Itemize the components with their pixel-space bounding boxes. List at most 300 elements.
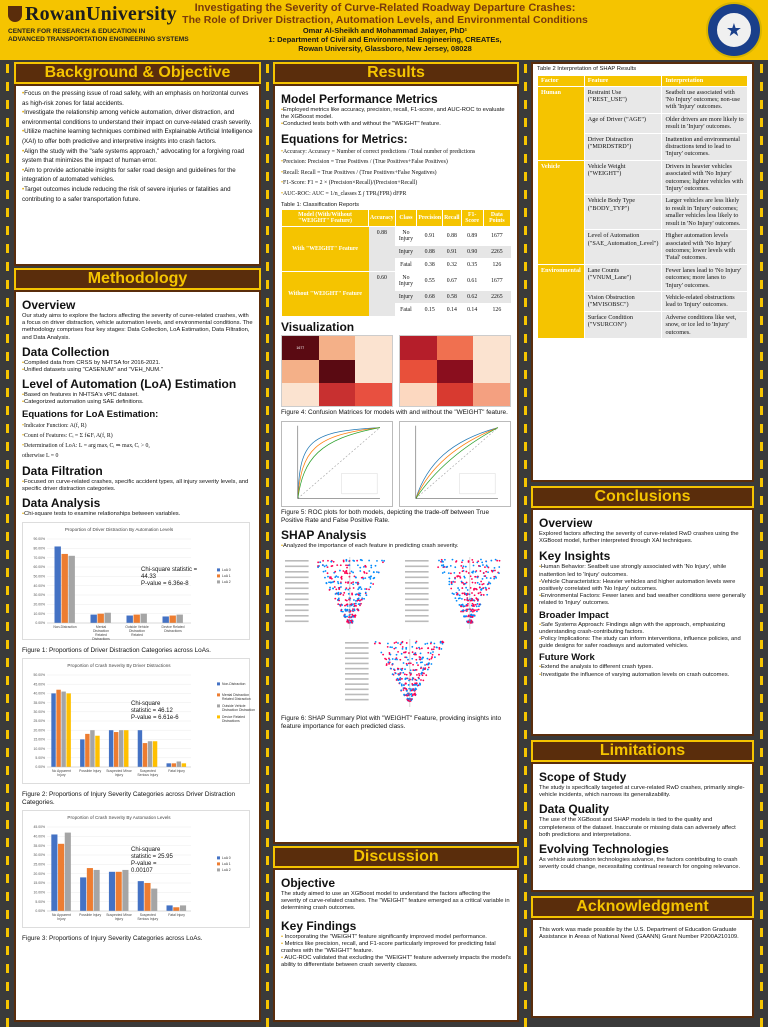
shap-dot bbox=[334, 586, 336, 588]
shap-dot bbox=[482, 587, 484, 589]
chart-2-svg bbox=[22, 658, 255, 784]
shap-dot bbox=[349, 621, 351, 623]
chi-square-stat: Chi-square bbox=[131, 701, 161, 708]
shap-dot bbox=[383, 559, 385, 561]
shap-dot bbox=[373, 571, 375, 573]
shap-dot bbox=[483, 572, 485, 574]
y-tick-label: 30.00% bbox=[33, 593, 45, 598]
road-stripe-right bbox=[754, 60, 768, 1024]
shap-dot bbox=[419, 682, 421, 684]
shap-dot bbox=[402, 648, 404, 650]
metric-equations: •Accuracy: Accuracy = Number of correct predictions / Total number of predictions •Precision: Precision = True Positives / (True Positives+False Positives) •Recall: Recall = True Positives / (True Positives+False Negatives) •F1-Score: F1 = 2 × (Precision×Recall)/(Precision+Recall) •AUC-ROC: AUC = 1/n_classes Σ ∫ TPRᵢ(FPR) dFPR bbox=[281, 148, 476, 197]
table-row: Injury 0.88 0.91 0.90 2265 bbox=[282, 246, 511, 259]
figure4-caption: Figure 4: Confusion Matrices for models with and without the "WEIGHT" feature. bbox=[281, 409, 508, 417]
road-dash bbox=[524, 406, 527, 415]
legend-swatch bbox=[217, 869, 220, 872]
x-tick-label: Suspected bbox=[139, 769, 156, 774]
road-dash bbox=[6, 424, 9, 433]
road-dash bbox=[760, 586, 763, 595]
shap-dot bbox=[405, 651, 407, 653]
road-dash bbox=[6, 172, 9, 181]
shap-dot bbox=[357, 581, 359, 583]
road-dash bbox=[524, 1018, 527, 1027]
shap-dot bbox=[410, 662, 412, 664]
shap-dot bbox=[406, 677, 408, 679]
bar bbox=[122, 870, 128, 911]
confusion-matrices bbox=[281, 335, 511, 407]
shap-dot bbox=[338, 591, 340, 593]
shap-table-header: Interpretation bbox=[662, 76, 748, 86]
road-dash bbox=[760, 838, 763, 847]
shap-dot bbox=[396, 679, 398, 681]
table-row: Fatal 0.38 0.32 0.35 126 bbox=[282, 259, 511, 272]
chart-1-svg bbox=[22, 522, 250, 640]
road-dash bbox=[760, 316, 763, 325]
road-dash bbox=[6, 460, 9, 469]
shap-dot bbox=[427, 663, 429, 665]
road-dash bbox=[266, 370, 269, 379]
shap-dot bbox=[442, 642, 444, 644]
shap-dot bbox=[462, 570, 464, 572]
shap-dot bbox=[494, 566, 496, 568]
shap-dot bbox=[405, 646, 407, 648]
shap-dot bbox=[395, 641, 397, 643]
road-dash bbox=[524, 946, 527, 955]
legend-swatch bbox=[217, 575, 220, 578]
shap-dot bbox=[345, 588, 347, 590]
road-dash bbox=[760, 334, 763, 343]
classification-report-table bbox=[281, 209, 511, 317]
road-dash bbox=[6, 118, 9, 127]
shap-dot bbox=[470, 609, 472, 611]
shap-dot bbox=[467, 620, 469, 622]
road-dash bbox=[760, 802, 763, 811]
shap-feature-label bbox=[285, 582, 309, 584]
objective-heading: Objective bbox=[281, 876, 336, 890]
shap-dot bbox=[428, 666, 430, 668]
road-dash bbox=[524, 766, 527, 775]
shap-dot bbox=[424, 643, 426, 645]
road-dash bbox=[6, 712, 9, 721]
road-dash bbox=[266, 964, 269, 973]
x-tick-label: Possible Injury bbox=[79, 913, 102, 918]
shap-dot bbox=[472, 602, 474, 604]
road-dash bbox=[524, 118, 527, 127]
road-dash bbox=[266, 982, 269, 991]
road-dash bbox=[760, 532, 763, 541]
road-dash bbox=[6, 604, 9, 613]
road-dash bbox=[524, 316, 527, 325]
shap-dot bbox=[331, 581, 333, 583]
x-tick-label: Possible Injury bbox=[79, 769, 102, 774]
y-tick-label: 25.00% bbox=[33, 862, 45, 867]
road-dash bbox=[6, 1000, 9, 1009]
shap-dot bbox=[477, 603, 479, 605]
legend-swatch bbox=[217, 683, 220, 686]
shap-dot bbox=[427, 657, 429, 659]
road-dash bbox=[266, 334, 269, 343]
overview-text: Our study aims to explore the factors affecting the severity of curve-related crashes, with a focus on driver distraction, vehicle automation levels, and environmental conditions. The methodology comprises four key stages: Data Collection, LoA Estimation, Data Filtration, and Data Analysis. bbox=[22, 313, 253, 341]
shap-dot bbox=[401, 667, 403, 669]
road-dash bbox=[760, 370, 763, 379]
y-tick-label: 25.00% bbox=[33, 719, 45, 724]
shap-dot bbox=[388, 661, 390, 663]
shap-dot bbox=[458, 604, 460, 606]
shap-dot bbox=[342, 570, 344, 572]
shap-dot bbox=[351, 582, 353, 584]
shap-dot bbox=[397, 651, 399, 653]
shap-feature-label bbox=[285, 587, 309, 589]
legend-label: LoA 1 bbox=[222, 574, 231, 579]
shap-dot bbox=[440, 640, 442, 642]
shap-dot bbox=[394, 642, 396, 644]
shap-dot bbox=[463, 615, 465, 617]
bar bbox=[144, 883, 150, 911]
legend-swatch bbox=[217, 857, 220, 860]
shap-dot bbox=[465, 565, 467, 567]
key-findings-heading: Key Findings bbox=[281, 918, 357, 933]
shap-dot bbox=[348, 598, 350, 600]
road-dash bbox=[266, 586, 269, 595]
shap-dot bbox=[463, 565, 465, 567]
shap-dot bbox=[412, 677, 414, 679]
shap-dot bbox=[414, 678, 416, 680]
shap-dot bbox=[375, 564, 377, 566]
objective-text: The study aimed to use an XGBoost model to understand the factors affecting the severity of curve-related crashes. The "WEIGHT" feature emerged as a critical variable in determining crash outcomes. bbox=[281, 891, 510, 912]
road-dash bbox=[266, 226, 269, 235]
shap-dot bbox=[456, 593, 458, 595]
shap-dot bbox=[479, 583, 481, 585]
shap-dot bbox=[348, 621, 350, 623]
bar bbox=[109, 730, 113, 767]
shap-dot bbox=[370, 576, 372, 578]
shap-dot bbox=[406, 656, 408, 658]
overview-heading: Overview bbox=[22, 298, 76, 312]
shap-dot bbox=[471, 614, 473, 616]
y-tick-label: 35.00% bbox=[33, 844, 45, 849]
shap-feature-label bbox=[405, 582, 429, 584]
shap-dot bbox=[473, 605, 475, 607]
shap-dot bbox=[495, 558, 497, 560]
road-dash bbox=[266, 514, 269, 523]
shap-dot bbox=[482, 564, 484, 566]
shap-dot bbox=[361, 598, 363, 600]
shap-dot bbox=[369, 577, 371, 579]
road-dash bbox=[6, 154, 9, 163]
shap-table-row: Human Restraint Use ("REST_USE") Seatbelt use associated with 'No Injury' outcomes; non-use with 'Injury' outcomes. bbox=[538, 86, 748, 113]
shap-dot bbox=[448, 572, 450, 574]
road-dash bbox=[524, 82, 527, 91]
shap-dot bbox=[473, 564, 475, 566]
legend-swatch bbox=[217, 716, 220, 719]
road-dash bbox=[760, 856, 763, 865]
shap-dot bbox=[352, 571, 354, 573]
shap-dot bbox=[438, 648, 440, 650]
shap-dot bbox=[427, 668, 429, 670]
bar bbox=[55, 547, 61, 624]
university-name: RowanUniversity bbox=[25, 3, 177, 25]
shap-dot bbox=[404, 687, 406, 689]
shap-dot bbox=[483, 594, 485, 596]
road-dash bbox=[760, 964, 763, 973]
y-tick-label: 15.00% bbox=[33, 737, 45, 742]
shap-dot bbox=[325, 564, 327, 566]
shap-feature-label bbox=[405, 615, 429, 617]
shap-dot bbox=[410, 688, 412, 690]
shap-dot bbox=[480, 591, 482, 593]
road-dash bbox=[760, 100, 763, 109]
shap-dot bbox=[427, 651, 429, 653]
shap-feature-label bbox=[405, 593, 429, 595]
shap-dot bbox=[388, 657, 390, 659]
shap-dot bbox=[375, 640, 377, 642]
bar bbox=[98, 614, 104, 623]
road-dash bbox=[6, 514, 9, 523]
shap-dot bbox=[406, 688, 408, 690]
shap-dot bbox=[394, 658, 396, 660]
shap-dot bbox=[333, 560, 335, 562]
shap-dot bbox=[454, 566, 456, 568]
column-middle bbox=[273, 62, 519, 1024]
road-dash bbox=[760, 136, 763, 145]
road-dash bbox=[760, 784, 763, 793]
shap-dot bbox=[406, 662, 408, 664]
shap-dot bbox=[397, 642, 399, 644]
shap-feature-label bbox=[405, 565, 429, 567]
y-tick-label: 20.00% bbox=[33, 602, 45, 607]
y-tick-label: 90.00% bbox=[33, 537, 45, 542]
bar bbox=[66, 694, 70, 768]
chart-2 bbox=[22, 658, 253, 807]
road-dash bbox=[760, 226, 763, 235]
y-tick-label: 5.00% bbox=[35, 756, 45, 761]
shap-dot bbox=[364, 588, 366, 590]
shap-dot bbox=[457, 575, 459, 577]
shap-dot bbox=[330, 576, 332, 578]
road-dash bbox=[6, 856, 9, 865]
shap-dot bbox=[399, 658, 401, 660]
shap-dot bbox=[494, 569, 496, 571]
road-dash bbox=[524, 586, 527, 595]
road-dash bbox=[524, 910, 527, 919]
shap-dot bbox=[474, 581, 476, 583]
shap-dot bbox=[477, 581, 479, 583]
road-dash bbox=[760, 208, 763, 217]
loa-equations-heading: Equations for LoA Estimation: bbox=[22, 408, 159, 420]
shap-dot bbox=[347, 588, 349, 590]
roc-plot-without-weight bbox=[399, 421, 511, 507]
legend-label: Non-Distraction bbox=[222, 682, 246, 687]
x-tick-label: Injury bbox=[114, 917, 124, 922]
shap-dot bbox=[478, 565, 480, 567]
road-dash bbox=[6, 874, 9, 883]
shap-dot bbox=[481, 589, 483, 591]
shap-dot bbox=[481, 561, 483, 563]
shap-dot bbox=[357, 564, 359, 566]
bar bbox=[163, 617, 169, 624]
shap-dot bbox=[390, 653, 392, 655]
table-header: Accuracy bbox=[369, 210, 396, 227]
x-tick-label: Related bbox=[131, 633, 143, 638]
shap-dot bbox=[403, 662, 405, 664]
shap-dot bbox=[473, 599, 475, 601]
x-tick-label: Device Related bbox=[161, 625, 185, 630]
shap-dot bbox=[468, 614, 470, 616]
chi-square-stat: P-value = 6.61e-6 bbox=[131, 715, 179, 722]
road-dash bbox=[6, 550, 9, 559]
shap-table-row: Vehicle Body Type ("BODY_TYP") Larger vehicles are less likely to result in 'Injury' outcomes; smaller vehicles less likely to result in 'No Injury' outcomes. bbox=[538, 195, 748, 230]
shap-dot bbox=[352, 559, 354, 561]
shap-dot bbox=[425, 674, 427, 676]
road-dash bbox=[266, 388, 269, 397]
shap-dot bbox=[471, 571, 473, 573]
road-dash bbox=[266, 406, 269, 415]
shap-dot bbox=[464, 605, 466, 607]
shap-dot bbox=[442, 560, 444, 562]
road-dash bbox=[266, 478, 269, 487]
data-analysis-heading: Data Analysis bbox=[22, 496, 101, 511]
shap-dot bbox=[327, 559, 329, 561]
table-row: Fatal 0.15 0.14 0.14 126 bbox=[282, 304, 511, 317]
road-dash bbox=[524, 442, 527, 451]
shap-dot bbox=[488, 587, 490, 589]
shap-dot bbox=[346, 572, 348, 574]
center-name: CENTER FOR RESEARCH & EDUCATION IN ADVANCED TRANSPORTATION ENGINEERING SYSTEMS bbox=[8, 28, 189, 43]
shap-dot bbox=[416, 647, 418, 649]
road-dash bbox=[760, 244, 763, 253]
shap-dot bbox=[363, 566, 365, 568]
shap-dot bbox=[392, 673, 394, 675]
road-dash bbox=[524, 298, 527, 307]
shap-dot bbox=[346, 566, 348, 568]
shap-dot bbox=[465, 609, 467, 611]
shap-dot bbox=[334, 597, 336, 599]
shap-dot bbox=[340, 592, 342, 594]
shap-dot bbox=[411, 657, 413, 659]
shap-feature-label bbox=[405, 560, 429, 562]
poster-title: Investigating the Severity of Curve-Related Roadway Departure Crashes: The Role of Driver Distraction, Automation Levels, and Environmental Conditions Omar Al-Sheikh and Mohammad Jalayer, PhD¹ 1: Department of Civil and Environmental Engineering, CREATEs, Rowan University, Glassboro, New Jersey, 08028 bbox=[170, 2, 600, 53]
shap-dot bbox=[343, 591, 345, 593]
road-dash bbox=[760, 982, 763, 991]
bar bbox=[87, 868, 93, 911]
table-row: Injury 0.68 0.58 0.62 2265 bbox=[282, 291, 511, 304]
x-tick-label: Suspected Minor bbox=[106, 913, 132, 918]
y-tick-label: 10.00% bbox=[33, 612, 45, 617]
road-dash bbox=[6, 262, 9, 271]
bar bbox=[94, 870, 100, 911]
chart-caption: Figure 3: Proportions of Injury Severity Categories across LoAs. bbox=[22, 935, 203, 943]
y-tick-label: 50.00% bbox=[33, 673, 45, 678]
shap-dot bbox=[481, 583, 483, 585]
chi-square-stat: P-value = bbox=[131, 861, 157, 868]
road-dash bbox=[760, 946, 763, 955]
shap-dot bbox=[357, 598, 359, 600]
shap-dot bbox=[474, 594, 476, 596]
bar bbox=[167, 764, 171, 768]
chi-square-stat: Chi-square bbox=[131, 847, 161, 854]
shap-dot bbox=[403, 689, 405, 691]
shap-dot bbox=[387, 642, 389, 644]
shap-dot bbox=[420, 679, 422, 681]
shap-dot bbox=[450, 565, 452, 567]
road-dash bbox=[266, 838, 269, 847]
road-dash bbox=[266, 298, 269, 307]
shap-dot bbox=[453, 571, 455, 573]
shap-dot bbox=[404, 668, 406, 670]
road-dash bbox=[760, 550, 763, 559]
shap-dot bbox=[365, 591, 367, 593]
shap-dot bbox=[354, 604, 356, 606]
shap-dot bbox=[420, 652, 422, 654]
road-dash bbox=[6, 244, 9, 253]
shap-dot bbox=[340, 582, 342, 584]
bar bbox=[95, 736, 99, 767]
road-dash bbox=[760, 352, 763, 361]
shap-dot bbox=[443, 565, 445, 567]
road-dash bbox=[6, 370, 9, 379]
shap-dot bbox=[433, 648, 435, 650]
shap-dot bbox=[462, 567, 464, 569]
bar bbox=[61, 692, 65, 767]
road-dash bbox=[6, 136, 9, 145]
shap-dot bbox=[353, 599, 355, 601]
bar bbox=[182, 764, 186, 768]
shap-feature-label bbox=[285, 609, 309, 611]
road-dash bbox=[6, 640, 9, 649]
bar bbox=[80, 740, 84, 768]
road-dash bbox=[524, 658, 527, 667]
shap-feature-label bbox=[345, 678, 369, 680]
shap-dot bbox=[468, 572, 470, 574]
shap-table-panel bbox=[531, 62, 754, 482]
shap-dot bbox=[486, 593, 488, 595]
shap-dot bbox=[351, 570, 353, 572]
data-collection-heading: Data Collection bbox=[22, 344, 110, 359]
shap-dot bbox=[461, 580, 463, 582]
shap-dot bbox=[328, 581, 330, 583]
road-dash bbox=[524, 496, 527, 505]
shap-dot bbox=[467, 589, 469, 591]
road-dash bbox=[760, 658, 763, 667]
shap-dot bbox=[402, 671, 404, 673]
road-dash bbox=[6, 316, 9, 325]
road-dash bbox=[760, 388, 763, 397]
shap-dot bbox=[450, 572, 452, 574]
shap-dot bbox=[344, 615, 346, 617]
road-dash bbox=[524, 352, 527, 361]
shap-dot bbox=[402, 640, 404, 642]
road-dash bbox=[524, 154, 527, 163]
acknowledgment-text: This work was made possible by the U.S. Department of Education Graduate Assistance in Areas of National Need (GAANN) Grant Number P200A210109. bbox=[539, 927, 739, 941]
shap-dot bbox=[372, 583, 374, 585]
shap-dot bbox=[465, 570, 467, 572]
road-dash bbox=[266, 100, 269, 109]
road-dash bbox=[524, 370, 527, 379]
shap-dot bbox=[430, 642, 432, 644]
background-list bbox=[22, 89, 253, 204]
shap-dot bbox=[419, 658, 421, 660]
shap-dot bbox=[345, 569, 347, 571]
shap-dot bbox=[353, 587, 355, 589]
table1-title: Table 1: Classification Reports bbox=[281, 202, 359, 209]
shap-dot bbox=[356, 608, 358, 610]
road-dash bbox=[524, 1000, 527, 1009]
road-dash bbox=[6, 694, 9, 703]
road-dash bbox=[6, 82, 9, 91]
road-dash bbox=[266, 262, 269, 271]
shap-dot bbox=[464, 598, 466, 600]
shap-dot bbox=[323, 570, 325, 572]
